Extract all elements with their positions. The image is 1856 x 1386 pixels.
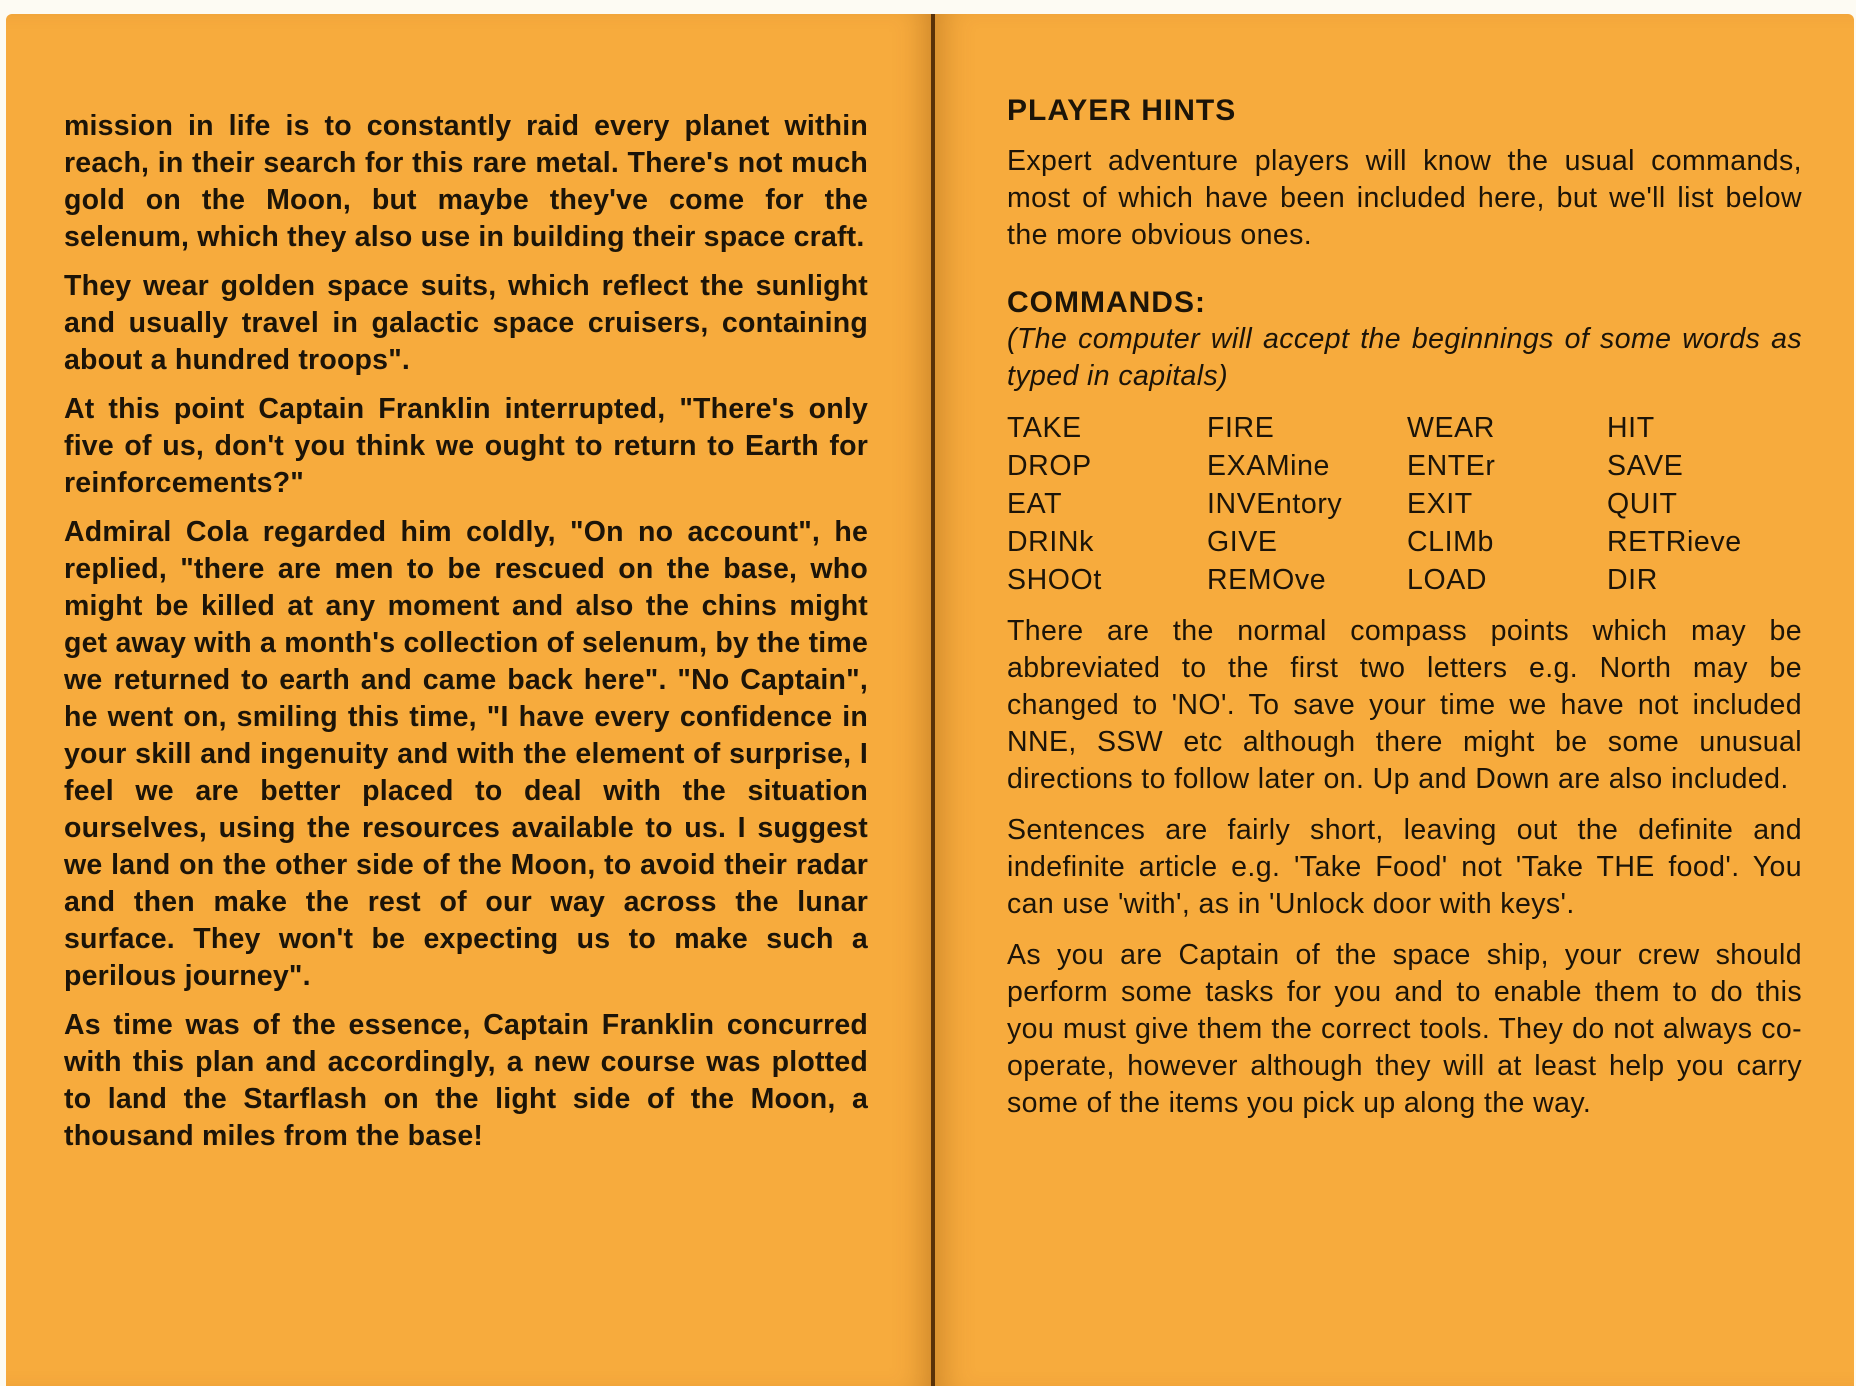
hints-paragraph: There are the normal compass points which may be abbreviated to the first two letters e.g. North may be changed to 'NO'. To save your time we have not included NNE, SSW etc although there might be some unusual directions to follow later on. Up and Down are also included. [1007, 615, 1802, 795]
story-paragraph: As time was of the essence, Captain Franklin concurred with this plan and accordingly, a new course was plotted to land the Starflash on the light side of the Moon, a thousand miles from the base! [64, 1009, 868, 1152]
right-page-text [1007, 92, 1802, 1136]
commands-note: (The computer will accept the beginnings of some words as typed in capitals) [1007, 323, 1802, 392]
command-item: DIR [1607, 564, 1658, 596]
left-page-text [64, 108, 868, 1167]
command-item: TAKE [1007, 412, 1082, 444]
story-paragraph: At this point Captain Franklin interrupted, "There's only five of us, don't you think we ought to return to Earth for reinforcements?" [64, 393, 868, 499]
command-item: REMOve [1207, 564, 1327, 596]
command-item: QUIT [1607, 488, 1678, 520]
hints-paragraph: As you are Captain of the space ship, your crew should perform some tasks for you and to enable them to do this you must give them the correct tools. They do not always co-operate, however although they will at least help you carry some of the items you pick up along the way. [1007, 939, 1802, 1119]
story-paragraph: mission in life is to constantly raid every planet within reach, in their search for this rare metal. There's not much gold on the Moon, but maybe they've come for the selenum, which they also use in building their space craft. [64, 110, 868, 253]
player-hints-heading: PLAYER HINTS [1007, 94, 1237, 127]
command-item: SHOOt [1007, 564, 1102, 596]
hints-intro: Expert adventure players will know the usual commands, most of which have been included here, but we'll list below the more obvious ones. [1007, 145, 1802, 251]
booklet-spread [6, 14, 1854, 1386]
command-item: RETRieve [1607, 526, 1742, 558]
command-item: CLIMb [1407, 526, 1494, 558]
command-item: ENTEr [1407, 450, 1496, 482]
command-item: EAT [1007, 488, 1063, 520]
command-item: INVEntory [1207, 488, 1343, 520]
command-item: EXAMine [1207, 450, 1331, 482]
command-item: LOAD [1407, 564, 1488, 596]
right-page [935, 14, 1854, 1386]
command-item: DRINk [1007, 526, 1094, 558]
hints-paragraph: Sentences are fairly short, leaving out the definite and indefinite article e.g. 'Take Food' not 'Take THE food'. You can use 'with', as in 'Unlock door with keys'. [1007, 814, 1802, 920]
story-paragraph: They wear golden space suits, which reflect the sunlight and usually travel in galactic space cruisers, containing about a hundred troops". [64, 270, 868, 376]
command-item: HIT [1607, 412, 1655, 444]
command-item: SAVE [1607, 450, 1684, 482]
command-item: EXIT [1407, 488, 1473, 520]
story-paragraph: Admiral Cola regarded him coldly, "On no account", he replied, "there are men to be rescued on the base, who might be killed at any moment and also the chins might get away with a month's collection of selenum, by the time we returned to earth and came back here". "No Captain", he went on, smiling this time, "I have every confidence in your skill and ingenuity and with the element of surprise, I feel we are better placed to deal with the situation ourselves, using the resources available to us. I suggest we land on the other side of the Moon, to avoid their radar and then make the rest of our way across the lunar surface. They won't be expecting us to make such a perilous journey". [64, 516, 868, 992]
commands-heading: COMMANDS: [1007, 286, 1206, 319]
command-item: DROP [1007, 450, 1092, 482]
command-item: FIRE [1207, 412, 1275, 444]
command-item: GIVE [1207, 526, 1278, 558]
commands-table [1007, 409, 1802, 599]
left-page [6, 14, 933, 1386]
command-item: WEAR [1407, 412, 1495, 444]
hints-body [1007, 613, 1802, 1122]
